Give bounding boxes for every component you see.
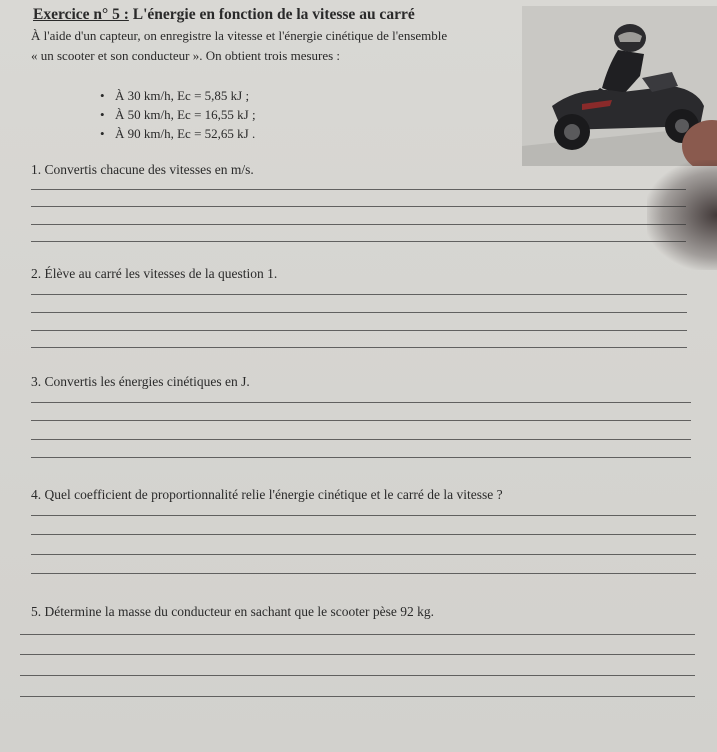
answer-line	[31, 457, 691, 458]
answer-line	[31, 402, 691, 403]
question-5: 5. Détermine la masse du conducteur en sachant que le scooter pèse 92 kg.	[31, 604, 434, 619]
exercise-number: Exercice n° 5 :	[33, 6, 129, 23]
answer-line	[31, 224, 686, 225]
exercise-title	[33, 6, 415, 24]
intro-line-1: À l'aide d'un capteur, on enregistre la vitesse et l'énergie cinétique de l'ensemble	[31, 28, 448, 43]
answer-line	[31, 294, 687, 295]
measurement-item: • À 90 km/h, Ec = 52,65 kJ .	[115, 124, 256, 143]
answer-line	[31, 206, 686, 207]
measurement-list	[115, 86, 256, 143]
answer-line	[20, 634, 695, 635]
answer-line	[31, 554, 696, 555]
answer-line	[31, 534, 696, 535]
intro-line-2: « un scooter et son conducteur ». On obtient trois mesures :	[31, 48, 341, 63]
answer-line	[31, 420, 691, 421]
question-2: 2. Élève au carré les vitesses de la question 1.	[31, 266, 278, 281]
measurement-item: • À 50 km/h, Ec = 16,55 kJ ;	[115, 105, 256, 124]
answer-line	[20, 654, 695, 655]
question-4: 4. Quel coefficient de proportionnalité relie l'énergie cinétique et le carré de la vitesse ?	[31, 487, 503, 502]
question-3: 3. Convertis les énergies cinétiques en J.	[31, 374, 250, 389]
page-shadow	[647, 160, 717, 270]
exercise-heading: L'énergie en fonction de la vitesse au carré	[128, 6, 415, 23]
question-1: 1. Convertis chacune des vitesses en m/s.	[31, 162, 254, 177]
answer-line	[31, 515, 696, 516]
answer-line	[31, 241, 686, 242]
answer-line	[20, 675, 695, 676]
answer-line	[20, 696, 695, 697]
answer-line	[31, 347, 687, 348]
measurement-item: • À 30 km/h, Ec = 5,85 kJ ;	[115, 86, 256, 105]
answer-line	[31, 439, 691, 440]
scooter-photo	[522, 6, 717, 166]
answer-line	[31, 330, 687, 331]
answer-line	[31, 573, 696, 574]
answer-line	[31, 312, 687, 313]
answer-line	[31, 189, 686, 190]
